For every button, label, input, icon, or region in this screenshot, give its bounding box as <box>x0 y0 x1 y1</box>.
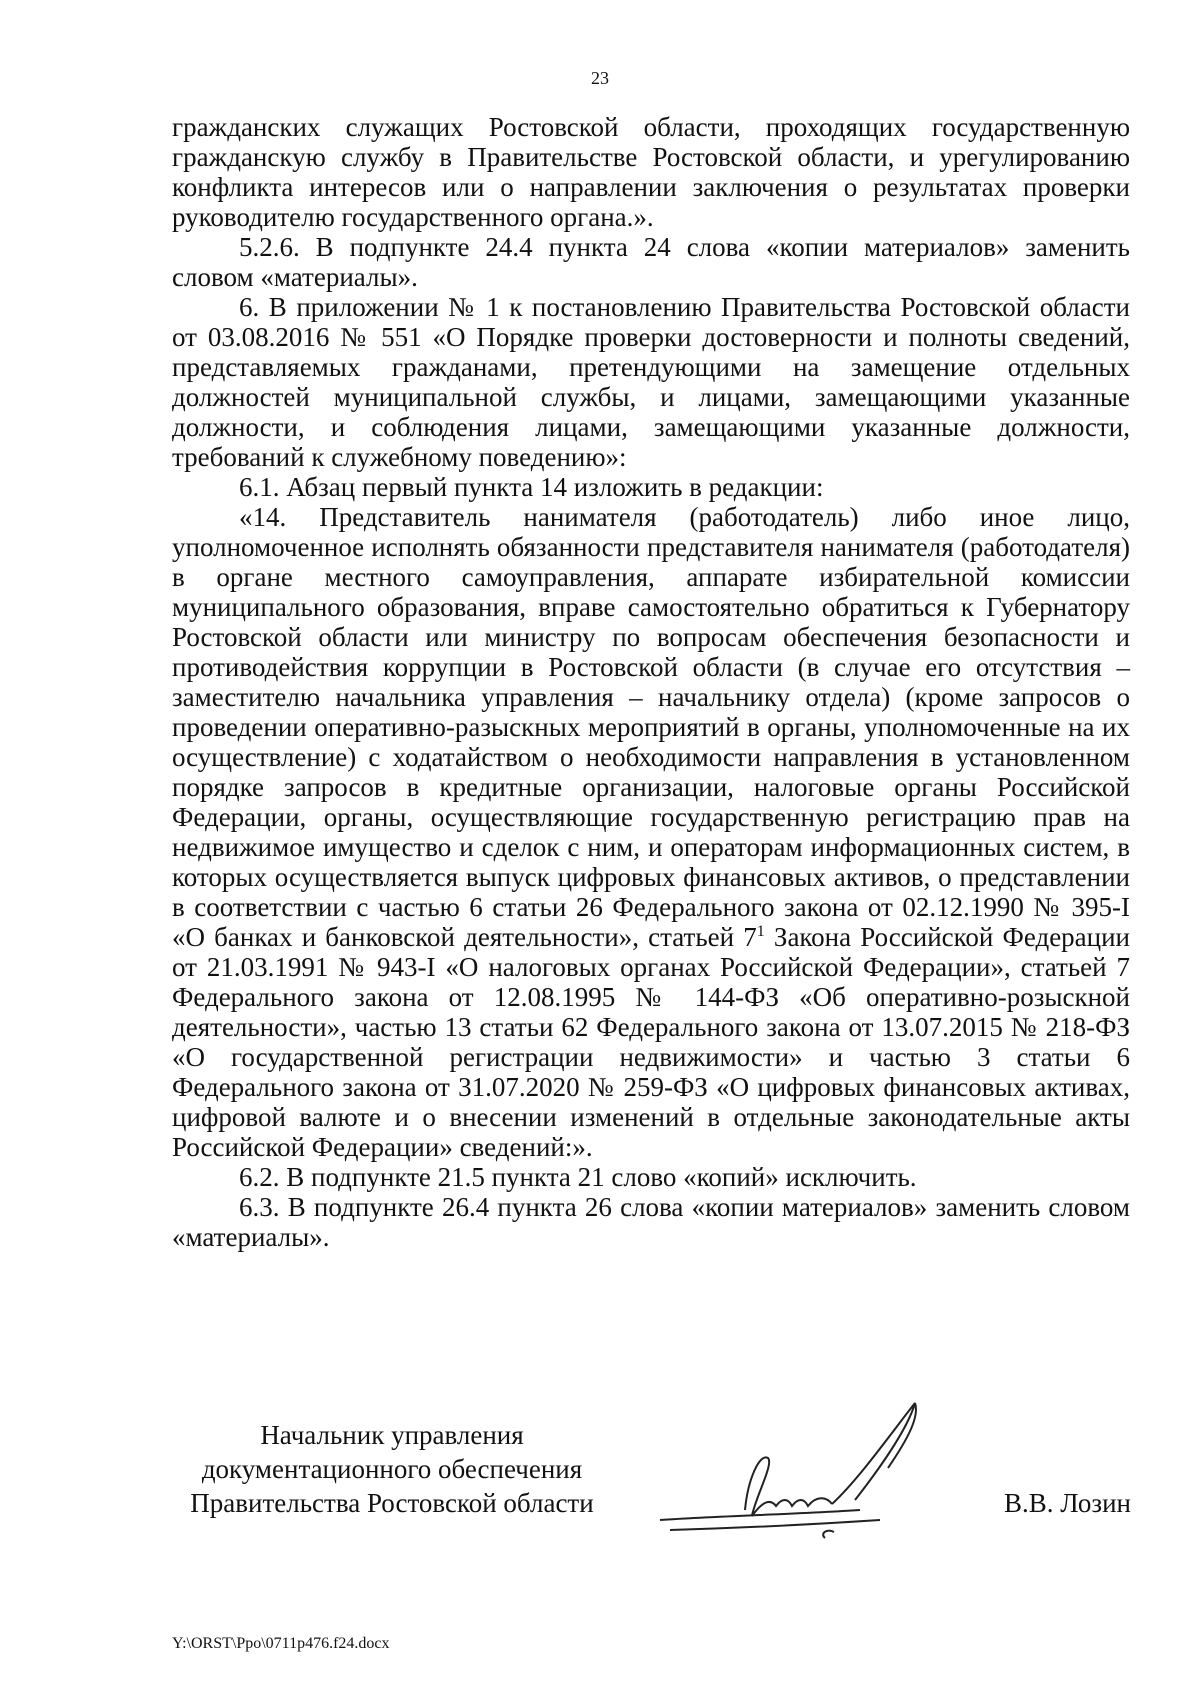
paragraph-14-part-a: «14. Представитель нанимателя (работодатель) либо иное лицо, уполномоченное исполнять обязанности представителя нанимателя (работодателя) в органе местного самоуправления, аппарате избирательной комиссии муниципального образования, вправе самостоятельно обратиться к Губернатору Ростовской области или министру по вопросам обеспечения безопасности и противодействия коррупции в Ростовской области (в случае его отсутствия – заместителю начальника управления – начальнику отдела) (кроме запросов о проведении оперативно-разыскных мероприятий в органы, уполномоченные на их осуществление) с ходатайством о необходимости направления в установленном порядке запросов в кредитные организации, налоговые органы Российской Федерации, органы, осуществляющие государственную регистрацию прав на недвижимое имущество и сделок с ним, и операторам информационных систем, в которых осуществляется выпуск цифровых финансовых активов, о представлении в соответствии с частью 6 статьи 26 Федерального закона от 02.12.1990 № 395-I «О банках и банковской деятельности», статьей 7 <box>172 502 1130 952</box>
signatory-name: В.В. Лозин <box>1004 1488 1131 1518</box>
page-number: 23 <box>591 68 609 88</box>
document-body <box>172 112 1130 1252</box>
signatory-title-line-3: Правительства Ростовской области <box>190 1488 594 1518</box>
paragraph-14-part-b: Закона Российской Федерации от 21.03.1991 № 943-I «О налоговых органах Российской Федерации», статьей 7 Федерального закона от 12.08.1995 № 144-ФЗ «Об оперативно-розыскной деятельности», частью 13 статьи 62 Федерального закона от 13.07.2015 № 218-ФЗ «О государственной регистрации недвижимости» и частью 3 статьи 6 Федерального закона от 31.07.2020 № 259-ФЗ «О цифровых финансовых активах, цифровой валюте и о внесении изменений в отдельные законодательные акты Российской Федерации» сведений:». <box>172 922 1131 1162</box>
signatory-title-line-2: документационного обеспечения <box>201 1454 583 1484</box>
paragraph-6-2: 6.2. В подпункте 21.5 пункта 21 слово «копий» исключить. <box>239 1162 917 1192</box>
superscript-one: 1 <box>756 923 765 940</box>
paragraph-6-1: 6.1. Абзац первый пункта 14 изложить в редакции: <box>239 472 824 502</box>
signatory-title <box>172 1418 612 1520</box>
signatory-title-line-1: Начальник управления <box>260 1420 524 1450</box>
paragraph-14-quote <box>172 502 1130 1162</box>
file-path-footer: Y:\ORST\Ppo\0711p476.f24.docx <box>172 1635 390 1652</box>
paragraph-continuation: гражданских служащих Ростовской области, проходящих государственную гражданскую службу в Правительстве Ростовской области, и урегулированию конфликта интересов или о направлении заключения о результатах проверки руководителю государственного органа.». <box>172 112 1130 232</box>
handwritten-signature <box>650 1398 990 1548</box>
paragraph-5-2-6: 5.2.6. В подпункте 24.4 пункта 24 слова «копии материалов» заменить словом «материалы». <box>172 232 1130 292</box>
paragraph-6: 6. В приложении № 1 к постановлению Правительства Ростовской области от 03.08.2016 № 551 «О Порядке проверки достоверности и полноты сведений, представляемых гражданами, претендующими на замещение отдельных должностей муниципальной службы, и лицами, замещающими указанные должности, и соблюдения лицами, замещающими указанные должности, требований к служебному поведению»: <box>172 292 1130 472</box>
paragraph-6-3: 6.3. В подпункте 26.4 пункта 26 слова «копии материалов» заменить словом «материалы». <box>172 1192 1130 1252</box>
